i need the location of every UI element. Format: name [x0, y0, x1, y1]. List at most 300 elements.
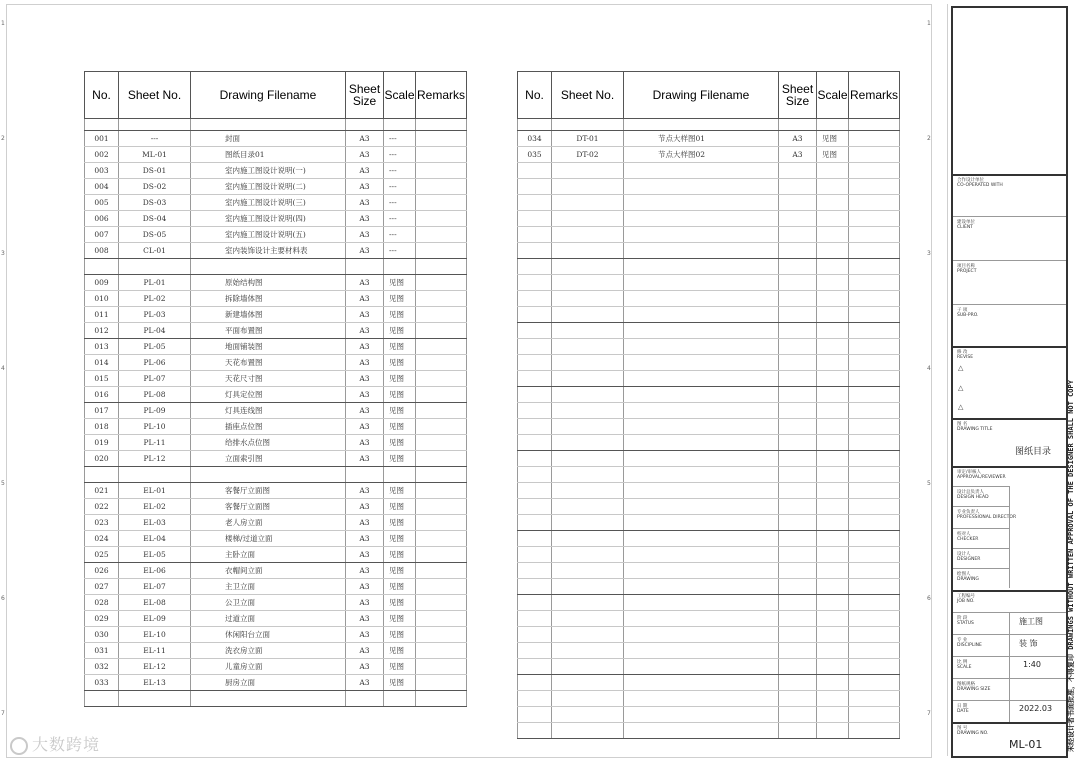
cell-empty — [384, 691, 416, 707]
cell-empty — [849, 387, 900, 403]
table-row — [518, 131, 900, 147]
cell-empty — [624, 323, 779, 339]
cell-size: A3 — [346, 227, 384, 243]
cell-empty — [849, 499, 900, 515]
cell-size: A3 — [346, 579, 384, 595]
cell-filename: 楼梯/过道立面 — [191, 531, 346, 547]
cell-scale: 见图 — [384, 307, 416, 323]
cell-scale: 见图 — [384, 499, 416, 515]
cell-empty — [552, 707, 624, 723]
cell-sheet-no: DS-01 — [119, 163, 191, 179]
table-row — [518, 579, 900, 595]
cell-empty — [779, 515, 817, 531]
cell-empty — [779, 675, 817, 691]
cell-empty — [779, 483, 817, 499]
cell-empty — [817, 707, 849, 723]
cell-empty — [191, 691, 346, 707]
cell-filename: 图纸目录01 — [191, 147, 346, 163]
cell-empty — [624, 119, 779, 131]
cell-empty — [552, 195, 624, 211]
cell-empty — [849, 707, 900, 723]
table-row — [85, 483, 467, 499]
grid-mark: 1 — [927, 20, 931, 27]
cell-empty — [85, 691, 119, 707]
cell-empty — [518, 467, 552, 483]
cell-remarks — [849, 131, 900, 147]
table-row — [518, 387, 900, 403]
cell-empty — [624, 611, 779, 627]
cell-empty — [849, 723, 900, 739]
cell-no: 035 — [518, 147, 552, 163]
cell-sheet-no: PL-08 — [119, 387, 191, 403]
cell-sheet-no: EL-09 — [119, 611, 191, 627]
cell-empty — [817, 211, 849, 227]
cell-sheet-no: EL-02 — [119, 499, 191, 515]
table-row — [518, 227, 900, 243]
cell-size: A3 — [346, 643, 384, 659]
cell-remarks — [416, 531, 467, 547]
grid-mark: 3 — [927, 250, 931, 257]
cell-empty — [817, 195, 849, 211]
cell-remarks — [416, 131, 467, 147]
table-row — [85, 691, 467, 707]
cell-filename: 室内施工图设计说明(一) — [191, 163, 346, 179]
cell-scale: --- — [384, 163, 416, 179]
col-no: No. — [518, 72, 552, 119]
cell-empty — [849, 119, 900, 131]
cell-empty — [817, 227, 849, 243]
cell-empty — [817, 435, 849, 451]
cell-empty — [779, 387, 817, 403]
grid-mark: 7 — [1, 710, 5, 717]
cell-empty — [416, 691, 467, 707]
cell-empty — [552, 227, 624, 243]
table-row — [85, 163, 467, 179]
cell-no: 012 — [85, 323, 119, 339]
cell-empty — [119, 691, 191, 707]
table-row — [518, 323, 900, 339]
cell-sheet-no: PL-11 — [119, 435, 191, 451]
drawing-index-table-left — [84, 71, 467, 707]
cell-empty — [552, 467, 624, 483]
cell-no: 007 — [85, 227, 119, 243]
group-separator — [85, 467, 467, 483]
cell-empty — [817, 563, 849, 579]
date-value: 2022.03 — [1019, 704, 1053, 713]
cell-empty — [346, 119, 384, 131]
cell-empty — [849, 291, 900, 307]
watermark-logo-icon — [10, 737, 28, 755]
cell-remarks — [416, 563, 467, 579]
table-row — [518, 243, 900, 259]
cell-scale: 见图 — [384, 371, 416, 387]
table-row — [85, 579, 467, 595]
cell-empty — [518, 371, 552, 387]
cell-empty — [849, 627, 900, 643]
cell-empty — [779, 579, 817, 595]
col-remarks: Remarks — [416, 72, 467, 119]
cell-filename: 室内施工图设计说明(三) — [191, 195, 346, 211]
cell-empty — [552, 435, 624, 451]
cell-empty — [624, 563, 779, 579]
cell-empty — [552, 579, 624, 595]
cell-scale: 见图 — [384, 275, 416, 291]
cell-scale: 见图 — [384, 419, 416, 435]
cell-empty — [817, 451, 849, 467]
cell-empty — [849, 259, 900, 275]
cell-empty — [849, 323, 900, 339]
cell-remarks — [416, 147, 467, 163]
cell-empty — [849, 691, 900, 707]
cell-size: A3 — [346, 355, 384, 371]
cell-empty — [779, 659, 817, 675]
cell-empty — [817, 659, 849, 675]
table-row — [85, 659, 467, 675]
table-row — [518, 291, 900, 307]
cell-empty — [518, 691, 552, 707]
table-row — [85, 195, 467, 211]
cell-empty — [817, 467, 849, 483]
cell-empty — [849, 451, 900, 467]
cell-scale: 见图 — [384, 579, 416, 595]
cell-empty — [779, 547, 817, 563]
cell-empty — [119, 119, 191, 131]
cell-empty — [518, 243, 552, 259]
cell-empty — [779, 403, 817, 419]
table-row — [518, 723, 900, 739]
cell-empty — [518, 435, 552, 451]
cell-empty — [518, 547, 552, 563]
cell-empty — [552, 563, 624, 579]
cell-scale: --- — [384, 195, 416, 211]
cell-empty — [624, 595, 779, 611]
cell-empty — [552, 371, 624, 387]
cell-empty — [518, 611, 552, 627]
cell-size: A3 — [346, 547, 384, 563]
grid-mark: 6 — [1, 595, 5, 602]
cell-empty — [624, 659, 779, 675]
cell-size: A3 — [346, 307, 384, 323]
cell-no: 018 — [85, 419, 119, 435]
cell-scale: 见图 — [384, 595, 416, 611]
cell-empty — [849, 179, 900, 195]
cell-scale: --- — [384, 227, 416, 243]
cell-size: A3 — [346, 483, 384, 499]
drawing-title-value: 图纸目录 — [1015, 447, 1052, 457]
cell-empty — [817, 675, 849, 691]
table-row — [518, 643, 900, 659]
cell-empty — [624, 387, 779, 403]
col-remarks: Remarks — [849, 72, 900, 119]
cell-empty — [779, 595, 817, 611]
sheet-frame-line — [947, 4, 948, 756]
cell-size: A3 — [346, 291, 384, 307]
cell-no: 032 — [85, 659, 119, 675]
col-sheet-no: Sheet No. — [552, 72, 624, 119]
cell-sheet-no: PL-01 — [119, 275, 191, 291]
cell-empty — [779, 419, 817, 435]
cell-no: 031 — [85, 643, 119, 659]
cell-filename: 室内施工图设计说明(四) — [191, 211, 346, 227]
cell-scale: --- — [384, 131, 416, 147]
table-row — [518, 259, 900, 275]
cell-empty — [624, 707, 779, 723]
cell-scale: 见图 — [384, 403, 416, 419]
cell-empty — [779, 275, 817, 291]
cell-scale: 见图 — [817, 147, 849, 163]
cell-empty — [552, 243, 624, 259]
table-row — [518, 563, 900, 579]
cell-empty — [849, 355, 900, 371]
cell-filename: 天花布置图 — [191, 355, 346, 371]
cell-size: A3 — [346, 595, 384, 611]
cell-empty — [552, 483, 624, 499]
cell-filename: 衣帽间立面 — [191, 563, 346, 579]
cell-empty — [817, 643, 849, 659]
cell-scale: 见图 — [384, 355, 416, 371]
cell-empty — [849, 371, 900, 387]
cell-empty — [416, 119, 467, 131]
cell-remarks — [416, 291, 467, 307]
cell-sheet-no: EL-04 — [119, 531, 191, 547]
cell-empty — [817, 291, 849, 307]
cell-sheet-no: EL-05 — [119, 547, 191, 563]
cell-empty — [518, 723, 552, 739]
drawing-number-value: ML-01 — [1009, 738, 1043, 751]
cell-empty — [779, 531, 817, 547]
cell-empty — [779, 291, 817, 307]
cell-filename: 拆除墙体图 — [191, 291, 346, 307]
cell-empty — [779, 211, 817, 227]
table-row — [518, 307, 900, 323]
cell-filename: 地面铺装图 — [191, 339, 346, 355]
cell-sheet-no: EL-01 — [119, 483, 191, 499]
col-sheet-no: Sheet No. — [119, 72, 191, 119]
cell-empty — [518, 291, 552, 307]
cell-empty — [624, 547, 779, 563]
group-separator — [85, 259, 467, 275]
cell-empty — [779, 243, 817, 259]
grid-mark: 2 — [1, 135, 5, 142]
table-row — [518, 531, 900, 547]
cell-no: 023 — [85, 515, 119, 531]
cell-empty — [817, 163, 849, 179]
cell-remarks — [416, 547, 467, 563]
cell-scale: 见图 — [384, 563, 416, 579]
cell-sheet-no: PL-03 — [119, 307, 191, 323]
table-row — [518, 659, 900, 675]
grid-mark: 4 — [927, 365, 931, 372]
cell-scale: 见图 — [384, 547, 416, 563]
table-row — [518, 371, 900, 387]
table-row — [85, 675, 467, 691]
cell-empty — [817, 179, 849, 195]
sheet-frame-line — [931, 4, 932, 756]
cell-no: 006 — [85, 211, 119, 227]
cell-filename: 主卫立面 — [191, 579, 346, 595]
cell-remarks — [416, 675, 467, 691]
cell-filename: 室内施工图设计说明(二) — [191, 179, 346, 195]
cell-scale: 见图 — [384, 675, 416, 691]
cell-size: A3 — [346, 323, 384, 339]
cell-empty — [119, 259, 191, 275]
table-row — [85, 547, 467, 563]
cell-empty — [518, 515, 552, 531]
col-scale: Scale — [384, 72, 416, 119]
cell-empty — [849, 419, 900, 435]
cell-size: A3 — [346, 451, 384, 467]
cell-empty — [552, 611, 624, 627]
cell-sheet-no: ML-01 — [119, 147, 191, 163]
cell-filename: 平面布置图 — [191, 323, 346, 339]
cell-scale: 见图 — [817, 131, 849, 147]
cell-sheet-no: DS-03 — [119, 195, 191, 211]
title-block: 合作设计单位 CO-OPERATED WITH 建设单位 CLIENT 项目名称 PROJECT 子 项 SUB-PRO. 修 改 REVISE △ △ △ 图 名 DRAWING TITLE 图纸目录 审定/审核人 APPROVAL/REVIEWER 设计总负责人 DESIGN HEAD 专业负责人 PROFESSIONAL DIRECTOR 校对人 CHECKER 设计人 DESIGNER 绘图人 DRAWING 工程编号 JOB NO. 阶 段 STATUS 施工图 专 业 DISCIPLINE 装 饰 比 例 SCALE 1:40 图纸规格 DRAWING SIZE 日 期 DATE 2022.03 图 号 DRAWING NO. ML-01 — [951, 6, 1068, 758]
table-row — [85, 355, 467, 371]
cell-no: 005 — [85, 195, 119, 211]
cell-empty — [817, 307, 849, 323]
cell-remarks — [416, 627, 467, 643]
table-row — [85, 291, 467, 307]
cell-size: A3 — [346, 147, 384, 163]
grid-mark: 5 — [927, 480, 931, 487]
cell-empty — [518, 419, 552, 435]
cell-sheet-no: DS-04 — [119, 211, 191, 227]
cell-empty — [779, 467, 817, 483]
cell-empty — [849, 307, 900, 323]
table-row — [518, 451, 900, 467]
cell-sheet-no: EL-08 — [119, 595, 191, 611]
cell-scale: 见图 — [384, 291, 416, 307]
cell-filename: 客餐厅立面图 — [191, 499, 346, 515]
cell-empty — [552, 499, 624, 515]
cell-remarks — [416, 371, 467, 387]
cell-size: A3 — [346, 499, 384, 515]
cell-empty — [849, 211, 900, 227]
table-row — [518, 675, 900, 691]
table-row — [85, 387, 467, 403]
cell-scale: 见图 — [384, 611, 416, 627]
cell-scale: 见图 — [384, 435, 416, 451]
cell-empty — [779, 339, 817, 355]
cell-empty — [624, 179, 779, 195]
table-row — [518, 499, 900, 515]
cell-sheet-no: DS-02 — [119, 179, 191, 195]
cell-size: A3 — [779, 131, 817, 147]
cell-scale: --- — [384, 147, 416, 163]
cell-empty — [624, 211, 779, 227]
revision-marker: △ — [958, 384, 964, 392]
col-filename: Drawing Filename — [191, 72, 346, 119]
cell-size: A3 — [346, 163, 384, 179]
cell-no: 009 — [85, 275, 119, 291]
cell-no: 030 — [85, 627, 119, 643]
cell-sheet-no: EL-13 — [119, 675, 191, 691]
cell-empty — [817, 403, 849, 419]
cell-filename: 立面索引图 — [191, 451, 346, 467]
table-row — [85, 179, 467, 195]
table-header — [518, 72, 900, 119]
cell-empty — [552, 403, 624, 419]
cell-empty — [552, 627, 624, 643]
cell-empty — [849, 595, 900, 611]
cell-empty — [624, 355, 779, 371]
cell-no: 017 — [85, 403, 119, 419]
col-size: Sheet Size — [779, 72, 817, 119]
group-separator — [518, 119, 900, 131]
cell-empty — [518, 451, 552, 467]
cell-size: A3 — [346, 243, 384, 259]
cell-empty — [849, 563, 900, 579]
cell-empty — [624, 419, 779, 435]
cell-sheet-no: DT-01 — [552, 131, 624, 147]
cell-empty — [817, 119, 849, 131]
cell-remarks — [416, 451, 467, 467]
cell-sheet-no: PL-04 — [119, 323, 191, 339]
cell-no: 001 — [85, 131, 119, 147]
cell-sheet-no: EL-10 — [119, 627, 191, 643]
cell-empty — [849, 435, 900, 451]
cell-empty — [779, 259, 817, 275]
table-row — [85, 643, 467, 659]
cell-empty — [552, 387, 624, 403]
cell-filename: 天花尺寸图 — [191, 371, 346, 387]
cell-empty — [849, 659, 900, 675]
table-row — [518, 355, 900, 371]
cell-empty — [518, 259, 552, 275]
table-row — [518, 547, 900, 563]
cell-empty — [849, 483, 900, 499]
cell-empty — [518, 483, 552, 499]
cell-remarks — [416, 499, 467, 515]
cell-empty — [817, 691, 849, 707]
table-row — [85, 563, 467, 579]
cell-empty — [518, 163, 552, 179]
cell-empty — [119, 467, 191, 483]
table-row — [518, 275, 900, 291]
table-row — [518, 595, 900, 611]
cell-empty — [624, 451, 779, 467]
cell-empty — [817, 259, 849, 275]
cell-empty — [817, 323, 849, 339]
cell-empty — [384, 119, 416, 131]
cell-size: A3 — [346, 211, 384, 227]
cell-empty — [624, 579, 779, 595]
cell-remarks — [416, 611, 467, 627]
table-row — [518, 419, 900, 435]
cell-empty — [817, 579, 849, 595]
cell-empty — [779, 435, 817, 451]
cell-empty — [552, 307, 624, 323]
cell-sheet-no: CL-01 — [119, 243, 191, 259]
cell-empty — [624, 467, 779, 483]
cell-filename: 给排水点位图 — [191, 435, 346, 451]
cell-filename: 插座点位图 — [191, 419, 346, 435]
cell-empty — [552, 291, 624, 307]
cell-empty — [624, 339, 779, 355]
cell-filename: 厨房立面 — [191, 675, 346, 691]
cell-remarks — [416, 307, 467, 323]
cell-empty — [518, 403, 552, 419]
col-size: Sheet Size — [346, 72, 384, 119]
cell-sheet-no: EL-06 — [119, 563, 191, 579]
cell-sheet-no: PL-07 — [119, 371, 191, 387]
cell-remarks — [416, 163, 467, 179]
cell-empty — [518, 563, 552, 579]
cell-empty — [191, 467, 346, 483]
grid-mark: 6 — [927, 595, 931, 602]
cell-no: 002 — [85, 147, 119, 163]
